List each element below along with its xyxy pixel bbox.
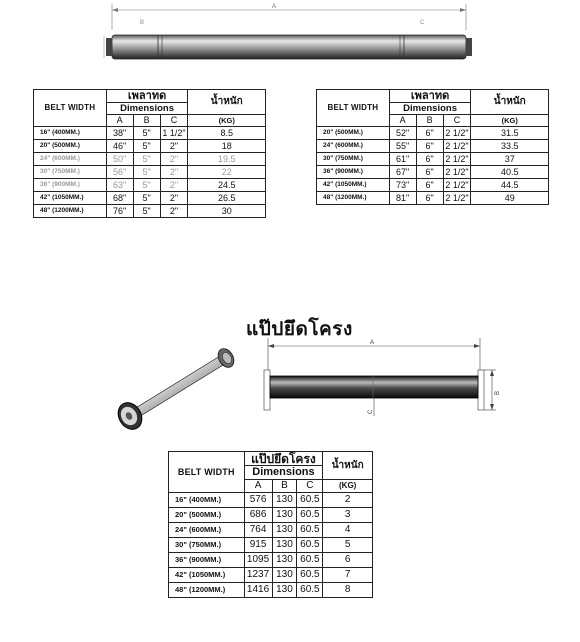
b-cell: 6" [416,179,443,192]
dim-b-label: B [495,390,501,395]
b-cell: 130 [272,538,297,553]
weight-cell: 22 [188,166,266,179]
weight-header: น้ำหนัก [188,90,266,115]
c-cell: 2 1/2" [443,166,471,179]
belt-cell: 36" (900MM.) [317,166,390,179]
dimensions-header: Dimensions [244,466,323,480]
a-cell: 68" [106,192,133,205]
col-a-header: A [244,480,272,493]
belt-cell: 48" (1200MM.) [317,192,390,205]
dimensions-header: Dimensions [389,103,471,115]
table-row [34,140,266,153]
table-row [169,553,373,568]
c-cell: 2" [160,192,188,205]
a-cell: 1237 [244,568,272,583]
b-cell: 130 [272,553,297,568]
dim-a-label: A [272,4,277,10]
weight-cell: 6 [323,553,373,568]
weight-cell: 26.5 [188,192,266,205]
weight-cell: 49 [471,192,549,205]
pipe-3d-illustration [110,342,245,432]
b-cell: 130 [272,523,297,538]
a-cell: 52" [389,127,416,140]
belt-cell: 20" (500MM.) [169,508,245,523]
b-cell: 6" [416,127,443,140]
c-cell: 2 1/2" [443,140,471,153]
b-cell: 5" [133,140,160,153]
col-c-header: C [160,115,188,127]
weight-header: น้ำหนัก [471,90,549,115]
table-row [34,205,266,218]
belt-cell: 30" (750MM.) [317,153,390,166]
a-cell: 67" [389,166,416,179]
a-cell: 81" [389,192,416,205]
b-cell: 5" [133,179,160,192]
c-cell: 2 1/2" [443,192,471,205]
table-row [34,192,266,205]
c-cell: 2" [160,140,188,153]
b-cell: 6" [416,166,443,179]
c-cell: 60.5 [297,523,323,538]
c-cell: 60.5 [297,568,323,583]
a-cell: 1416 [244,583,272,598]
belt-width-header: BELT WIDTH [34,90,107,127]
belt-width-header: BELT WIDTH [169,452,245,493]
belt-cell: 36" (900MM.) [34,179,107,192]
belt-cell: 20" (500MM.) [34,140,107,153]
kg-header: (KG) [188,115,266,127]
a-cell: 76" [106,205,133,218]
weight-cell: 44.5 [471,179,549,192]
a-cell: 1095 [244,553,272,568]
dim-a-label: A [370,340,375,346]
col-b-header: B [272,480,297,493]
col-c-header: C [443,115,471,127]
weight-cell: 37 [471,153,549,166]
c-cell: 60.5 [297,493,323,508]
dim-c-label: C [368,409,374,414]
kg-header: (KG) [323,480,373,493]
belt-cell: 42" (1050MM.) [169,568,245,583]
belt-cell: 30" (750MM.) [169,538,245,553]
belt-cell: 48" (1200MM.) [169,583,245,598]
a-cell: 55" [389,140,416,153]
b-cell: 5" [133,153,160,166]
weight-cell: 4 [323,523,373,538]
a-cell: 61" [389,153,416,166]
table-title: เพลาทด [389,90,471,103]
c-cell: 60.5 [297,508,323,523]
belt-cell: 16" (400MM.) [34,127,107,140]
b-cell: 130 [272,508,297,523]
table-row [34,127,266,140]
c-cell: 60.5 [297,553,323,568]
table-row [169,568,373,583]
b-cell: 5" [133,127,160,140]
weight-cell: 31.5 [471,127,549,140]
dimensions-header: Dimensions [106,103,188,115]
table-row [34,166,266,179]
b-cell: 5" [133,192,160,205]
c-cell: 2" [160,153,188,166]
a-cell: 73" [389,179,416,192]
table-row [34,153,266,166]
spec-table-bottom [168,451,373,598]
weight-cell: 19.5 [188,153,266,166]
belt-cell: 36" (900MM.) [169,553,245,568]
a-cell: 50" [106,153,133,166]
belt-cell: 48" (1200MM.) [34,205,107,218]
b-cell: 130 [272,493,297,508]
c-cell: 2 1/2" [443,179,471,192]
col-a-header: A [389,115,416,127]
belt-cell: 16" (400MM.) [169,493,245,508]
col-a-header: A [106,115,133,127]
a-cell: 56" [106,166,133,179]
b-cell: 5" [133,205,160,218]
belt-cell: 42" (1050MM.) [34,192,107,205]
a-cell: 764 [244,523,272,538]
col-b-header: B [416,115,443,127]
c-cell: 2 1/2" [443,153,471,166]
belt-cell: 20" (500MM.) [317,127,390,140]
table-row [317,140,549,153]
b-cell: 5" [133,166,160,179]
table-row [34,179,266,192]
b-cell: 6" [416,153,443,166]
col-b-header: B [133,115,160,127]
b-cell: 6" [416,140,443,153]
weight-cell: 40.5 [471,166,549,179]
spec-table-left [33,89,266,218]
section-title: แป๊ปยึดโครง [246,318,353,340]
table-row [317,127,549,140]
belt-cell: 30" (750MM.) [34,166,107,179]
c-cell: 60.5 [297,538,323,553]
table-row [317,179,549,192]
c-cell: 2 1/2" [443,127,471,140]
c-cell: 2" [160,179,188,192]
table-title: แป๊ปยึดโครง [244,452,323,466]
a-cell: 686 [244,508,272,523]
table-row [169,523,373,538]
c-cell: 2" [160,166,188,179]
dim-c-label: C [420,20,425,26]
table-row [169,538,373,553]
table-row [317,153,549,166]
weight-cell: 2 [323,493,373,508]
weight-cell: 8 [323,583,373,598]
weight-cell: 8.5 [188,127,266,140]
pipe-tech-drawing [260,336,520,422]
b-cell: 6" [416,192,443,205]
weight-cell: 7 [323,568,373,583]
table-row [169,508,373,523]
weight-cell: 5 [323,538,373,553]
belt-cell: 24" (600MM.) [34,153,107,166]
table-title: เพลาทด [106,90,188,103]
weight-header: น้ำหนัก [323,452,373,480]
belt-cell: 42" (1050MM.) [317,179,390,192]
c-cell: 2" [160,205,188,218]
table-row [317,192,549,205]
belt-cell: 24" (600MM.) [317,140,390,153]
belt-cell: 24" (600MM.) [169,523,245,538]
a-cell: 38" [106,127,133,140]
belt-width-header: BELT WIDTH [317,90,390,127]
table-row [317,166,549,179]
b-cell: 130 [272,583,297,598]
weight-cell: 33.5 [471,140,549,153]
spec-table-right [316,89,549,205]
a-cell: 46" [106,140,133,153]
weight-cell: 18 [188,140,266,153]
weight-cell: 24.5 [188,179,266,192]
col-c-header: C [297,480,323,493]
table-row [169,493,373,508]
b-cell: 130 [272,568,297,583]
a-cell: 63" [106,179,133,192]
table-row [169,583,373,598]
kg-header: (KG) [471,115,549,127]
a-cell: 915 [244,538,272,553]
weight-cell: 3 [323,508,373,523]
c-cell: 60.5 [297,583,323,598]
c-cell: 1 1/2" [160,127,188,140]
weight-cell: 30 [188,205,266,218]
shaft-drawing-top [0,0,580,80]
a-cell: 576 [244,493,272,508]
dim-b-label: B [140,20,145,26]
